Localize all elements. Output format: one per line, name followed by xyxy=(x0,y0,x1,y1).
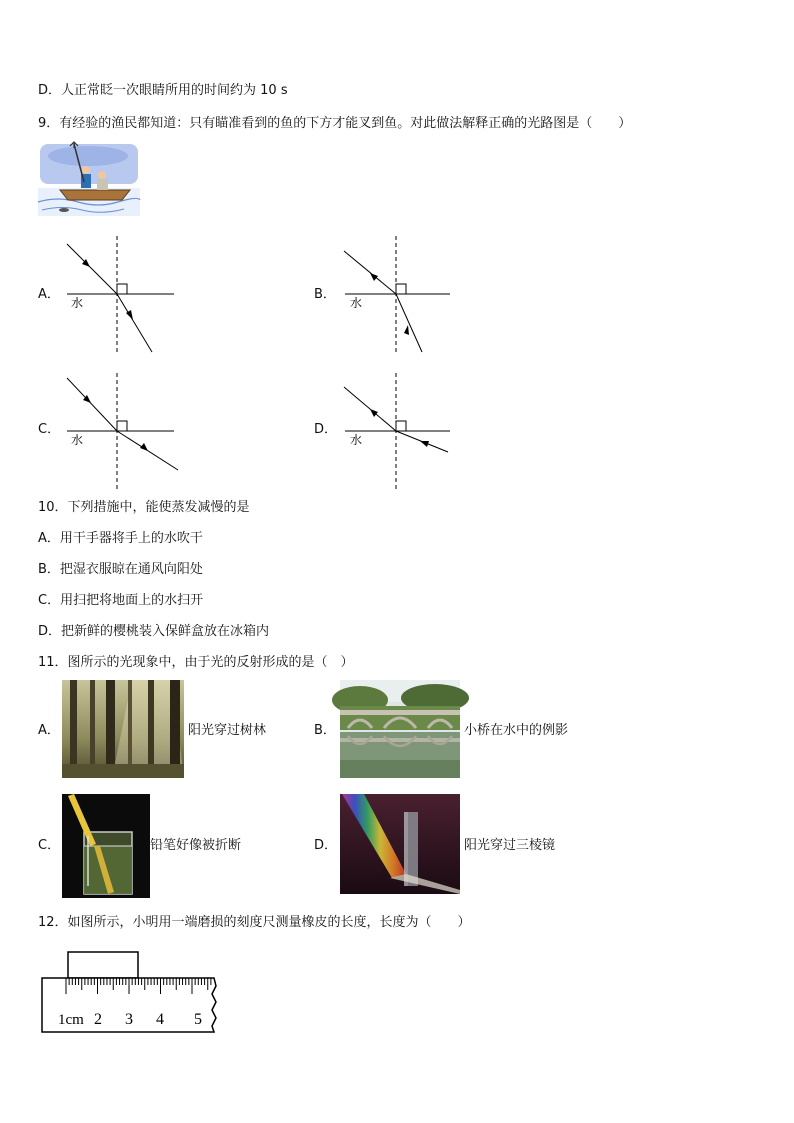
q9-option-c-label: C． xyxy=(38,422,61,437)
water-label: 水 xyxy=(350,433,363,447)
forest-sunlight-photo xyxy=(62,680,184,778)
bridge-reflection-photo xyxy=(340,680,460,778)
fisherman-illustration xyxy=(38,142,140,216)
light-path-diagram-b xyxy=(340,236,455,354)
q11-option-d-label: D． xyxy=(314,838,338,853)
water-label: 水 xyxy=(71,296,84,310)
q12-stem: 12．如图所示，小明用一端磨损的刻度尺测量橡皮的长度，长度为（ ） xyxy=(38,915,471,930)
light-path-diagram-d xyxy=(340,373,455,491)
light-path-diagram-a xyxy=(62,236,177,354)
q11-option-a-caption: 阳光穿过树林 xyxy=(188,723,267,738)
q11-option-c-caption: 铅笔好像被折断 xyxy=(150,838,242,853)
q10-option-a: A．用干手器将手上的水吹干 xyxy=(38,531,203,546)
q10-option-c: C．用扫把将地面上的水扫开 xyxy=(38,593,204,608)
q10-option-b: B．把湿衣服晾在通风向阳处 xyxy=(38,562,203,577)
ruler-label-5: 5 xyxy=(194,1011,202,1028)
q11-option-c-label: C． xyxy=(38,838,61,853)
light-path-diagram-c xyxy=(62,373,182,491)
ruler-label-4: 4 xyxy=(156,1011,164,1028)
prism-spectrum-photo xyxy=(340,794,460,894)
pencil-in-beaker-photo xyxy=(62,794,150,898)
ruler-label-2: 2 xyxy=(94,1011,102,1028)
q11-option-b-caption: 小桥在水中的例影 xyxy=(464,723,569,738)
ruler-label-3: 3 xyxy=(125,1011,133,1028)
q10-option-d: D．把新鲜的樱桃装入保鲜盒放在冰箱内 xyxy=(38,624,270,639)
q9-option-a-label: A． xyxy=(38,287,60,302)
q8-option-d: D．人正常眨一次眼睛所用的时间约为 10 s xyxy=(38,83,288,98)
ruler-label-1cm: 1cm xyxy=(58,1012,84,1028)
eraser xyxy=(68,952,138,978)
q9-stem: 9．有经验的渔民都知道：只有瞄准看到的鱼的下方才能叉到鱼。对此做法解释正确的光路图是（ ） xyxy=(38,116,632,131)
q11-option-a-label: A． xyxy=(38,723,60,738)
ruler-eraser-diagram xyxy=(38,946,220,1036)
q11-stem: 11．图所示的光现象中，由于光的反射形成的是（ ） xyxy=(38,655,354,670)
q11-option-d-caption: 阳光穿过三棱镜 xyxy=(464,838,556,853)
q9-option-d-label: D． xyxy=(314,422,338,437)
water-label: 水 xyxy=(71,433,84,447)
q9-option-b-label: B． xyxy=(314,287,336,302)
q10-stem: 10．下列措施中，能使蒸发减慢的是 xyxy=(38,500,250,515)
q11-option-b-label: B． xyxy=(314,723,336,738)
water-label: 水 xyxy=(350,296,363,310)
